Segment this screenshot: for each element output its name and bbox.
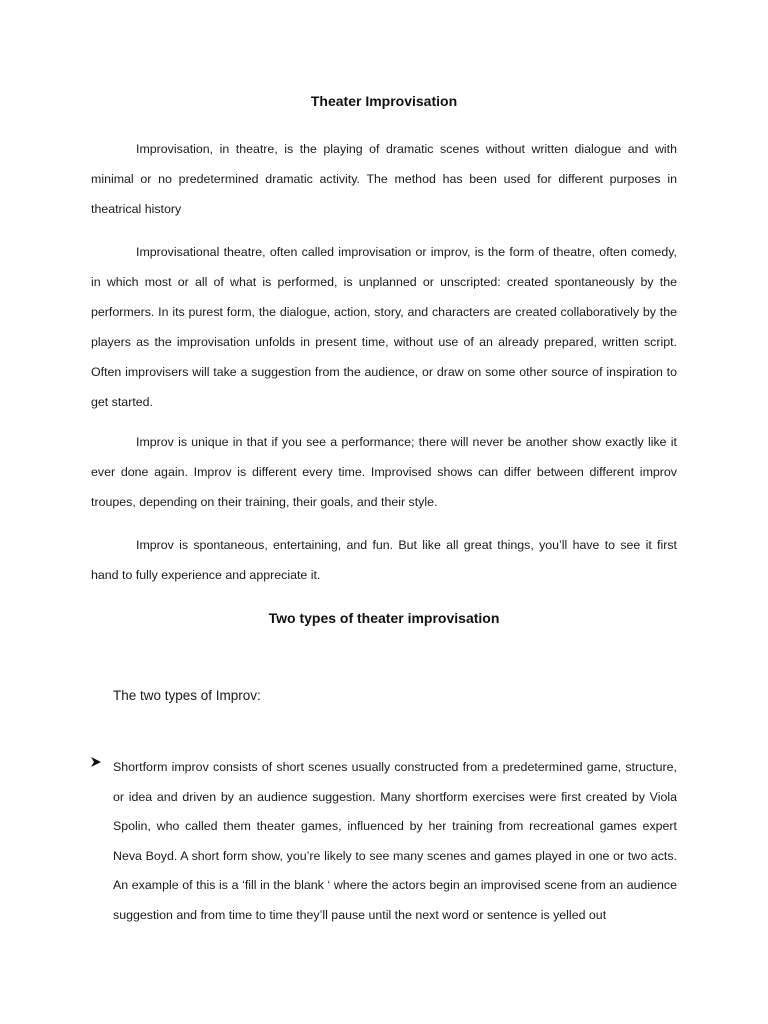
document-title: Theater Improvisation xyxy=(310,93,458,109)
paragraph-definition: Improvisation, in theatre, is the playing of dramatic scenes without written dialogue and with minimal or no predetermined dramatic activity. The method has been used for different purposes in theatrical history xyxy=(91,142,677,216)
types-intro: The two types of Improv: xyxy=(113,688,261,703)
section-heading: Two types of theater improvisation xyxy=(268,610,500,626)
bullet-shortform-text: Shortform improv consists of short scenes usually constructed from a predetermined game, structure, or idea and driven by an audience suggestion. Many shortform exercises were first created by Viola Spolin, who called them theater games, influenced by her training from recreational games expert Neva Boyd. A short form show, you’re likely to see many scenes and games played in one or two acts. An example of this is a ‘fill in the blank ‘ where the actors begin an improvised scene from an audience suggestion and from time to time they’ll pause until the next word or sentence is yelled out xyxy=(113,760,677,922)
paragraph-uniqueness: Improv is unique in that if you see a performance; there will never be another show exactly like it ever done again. Improv is different every time. Improvised shows can differ between different improv troupes, depending on their training, their goals, and their style. xyxy=(91,435,677,509)
arrowhead-bullet-icon xyxy=(90,756,102,768)
paragraph-improv-theatre: Improvisational theatre, often called improvisation or improv, is the form of theatre, often comedy, in which most or all of what is performed, is unplanned or unscripted: created spontaneously by the performers. In its purest form, the dialogue, action, story, and characters are created collaboratively by the players as the improvisation unfolds in present time, without use of an already prepared, written script. Often improvisers will take a suggestion from the audience, or draw on some other source of inspiration to get started. xyxy=(91,245,677,409)
paragraph-conclusion: Improv is spontaneous, entertaining, and fun. But like all great things, you’ll have to see it first hand to fully experience and appreciate it. xyxy=(91,538,677,582)
